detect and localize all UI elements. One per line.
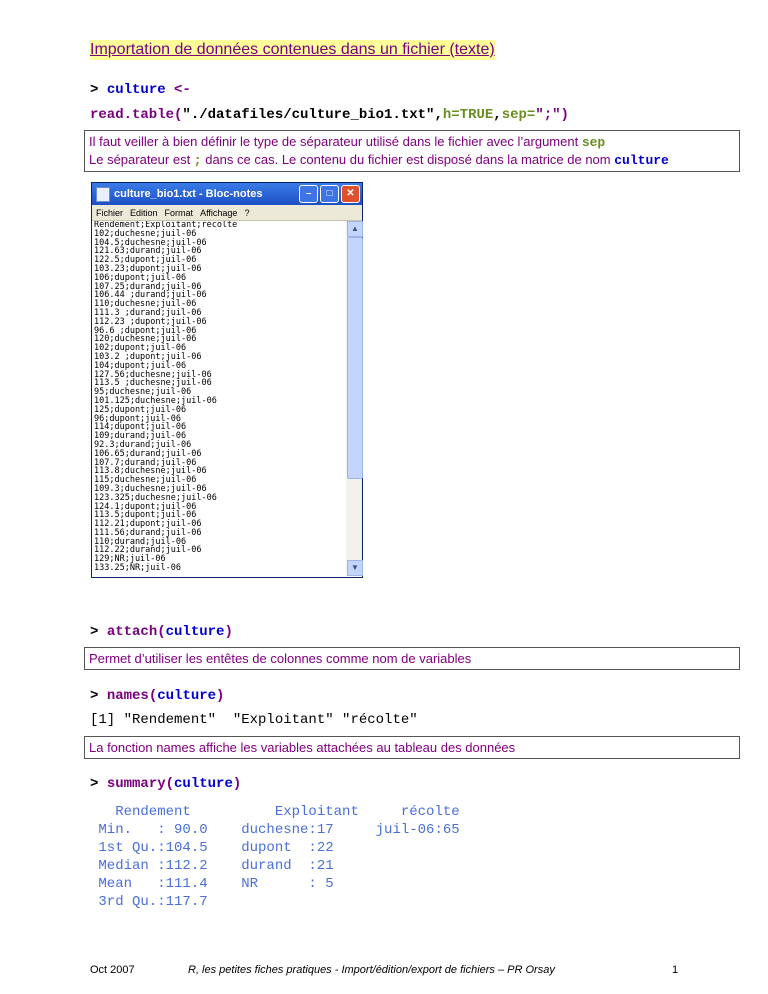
code-line-assign bbox=[90, 82, 191, 98]
notepad-line: Rendement;Exploitant;récolte bbox=[94, 221, 238, 230]
comma: , bbox=[493, 107, 502, 123]
notepad-line: 110;durand;juil-06 bbox=[94, 536, 187, 547]
arg-culture: culture bbox=[165, 624, 225, 640]
notepad-line: 122.5;dupont;juil-06 bbox=[94, 255, 197, 266]
notepad-line: 96;dupont;juil-06 bbox=[94, 413, 181, 424]
note-text: Il faut veiller à bien définir le type de séparateur utilisé dans le fichier avec l’argument bbox=[89, 134, 582, 149]
notepad-line: 109.3;duchesne;juil-06 bbox=[94, 483, 207, 494]
note-line-2 bbox=[89, 151, 735, 169]
notepad-line: 106;dupont;juil-06 bbox=[94, 272, 187, 283]
notepad-line: 104;dupont;juil-06 bbox=[94, 360, 187, 371]
scroll-thumb[interactable] bbox=[347, 237, 363, 479]
notepad-line: 133.25;NR;juil-06 bbox=[94, 563, 181, 574]
prompt: > bbox=[90, 776, 107, 792]
fn-read-table: read.table( bbox=[90, 107, 183, 123]
notepad-line: 109;durand;juil-06 bbox=[94, 431, 187, 442]
menu-help[interactable]: ? bbox=[244, 207, 250, 218]
notepad-line: 106.65;durand;juil-06 bbox=[94, 448, 202, 459]
summary-line: Mean :111.4 NR : 5 bbox=[90, 876, 334, 892]
param-header: h=TRUE bbox=[442, 107, 494, 123]
var-culture: culture bbox=[106, 82, 166, 98]
scroll-up-icon[interactable]: ▲ bbox=[347, 221, 363, 237]
menu-fichier[interactable]: Fichier bbox=[96, 207, 124, 218]
menu-edition[interactable]: Edition bbox=[130, 207, 158, 218]
code-line-summary bbox=[90, 776, 241, 792]
close-paren: ) bbox=[232, 776, 242, 792]
notepad-title: culture_bio1.txt - Bloc-notes bbox=[114, 188, 263, 200]
notepad-line: 95;duchesne;juil-06 bbox=[94, 387, 192, 398]
vertical-scrollbar[interactable] bbox=[346, 221, 362, 576]
close-button[interactable]: ✕ bbox=[341, 185, 360, 203]
notepad-line: 102;duchesne;juil-06 bbox=[94, 228, 197, 239]
notepad-line: 113.5;dupont;juil-06 bbox=[94, 510, 197, 521]
notepad-line: 111.3 ;durand;juil-06 bbox=[94, 307, 202, 318]
notepad-line: 110;duchesne;juil-06 bbox=[94, 299, 197, 310]
notepad-line: 121.63;durand;juil-06 bbox=[94, 246, 202, 257]
notepad-line: 106.44 ;durand;juil-06 bbox=[94, 290, 207, 301]
code-line-read-table bbox=[90, 107, 569, 123]
fn-names: names( bbox=[106, 688, 158, 704]
code-sep: sep bbox=[581, 135, 606, 150]
footer-date: Oct 2007 bbox=[90, 964, 135, 976]
notepad-line: 124.1;dupont;juil-06 bbox=[94, 501, 197, 512]
notepad-line: 101.125;duchesne;juil-06 bbox=[94, 395, 217, 406]
arg-culture: culture bbox=[174, 776, 233, 792]
notepad-line: 103.2 ;dupont;juil-06 bbox=[94, 351, 202, 362]
notepad-line: 112.23 ;dupont;juil-06 bbox=[94, 316, 207, 327]
notepad-line: 120;duchesne;juil-06 bbox=[94, 334, 197, 345]
summary-line: Median :112.2 durand :21 bbox=[90, 858, 334, 874]
code-line-attach bbox=[90, 624, 233, 640]
notepad-line: 112.22;durand;juil-06 bbox=[94, 545, 202, 556]
param-sep: sep= bbox=[501, 107, 536, 123]
note-text: dans ce cas. Le contenu du fichier est disposé dans la matrice de nom bbox=[201, 152, 615, 167]
close-paren: ) bbox=[560, 107, 569, 123]
notepad-line: 115;duchesne;juil-06 bbox=[94, 475, 197, 486]
notepad-line: 107.7;durand;juil-06 bbox=[94, 457, 197, 468]
summary-line: Rendement Exploitant récolte bbox=[90, 804, 460, 820]
notepad-titlebar[interactable] bbox=[92, 183, 362, 205]
notepad-line: 125;dupont;juil-06 bbox=[94, 404, 187, 415]
notepad-line: 113.8;duchesne;juil-06 bbox=[94, 466, 207, 477]
close-paren: ) bbox=[224, 624, 233, 640]
output-names: [1] "Rendement" "Exploitant" "récolte" bbox=[90, 712, 418, 728]
code-semicolon: ; bbox=[193, 153, 202, 168]
note-line-1 bbox=[89, 133, 735, 151]
notepad-window bbox=[91, 182, 363, 578]
notepad-line: 107.25;durand;juil-06 bbox=[94, 281, 202, 292]
menu-format[interactable]: Format bbox=[164, 207, 194, 218]
summary-line: 3rd Qu.:117.7 bbox=[90, 894, 208, 910]
footer-title: R, les petites fiches pratiques - Import/édition/export de fichiers – PR Orsay bbox=[188, 964, 555, 976]
prompt: > bbox=[90, 688, 107, 704]
fn-attach: attach( bbox=[106, 624, 166, 640]
menu-affichage[interactable]: Affichage bbox=[200, 207, 238, 218]
scroll-down-icon[interactable]: ▼ bbox=[347, 560, 363, 576]
minimize-button[interactable]: – bbox=[299, 185, 318, 203]
maximize-button[interactable]: □ bbox=[320, 185, 339, 203]
notepad-line: 123.325;duchesne;juil-06 bbox=[94, 492, 217, 503]
notepad-line: 111.56;durand;juil-06 bbox=[94, 527, 202, 538]
notepad-line: 127.56;duchesne;juil-06 bbox=[94, 369, 212, 380]
output-summary bbox=[90, 803, 460, 911]
notepad-line: 112.21;dupont;juil-06 bbox=[94, 519, 202, 530]
footer-page-number: 1 bbox=[672, 964, 679, 976]
notepad-line: 129;NR;juil-06 bbox=[94, 554, 166, 565]
prompt: > bbox=[90, 624, 107, 640]
notepad-icon bbox=[96, 187, 110, 202]
notepad-menubar bbox=[92, 205, 362, 221]
notepad-line: 104.5;duchesne;juil-06 bbox=[94, 237, 207, 248]
close-paren: ) bbox=[216, 688, 225, 704]
comma: , bbox=[434, 107, 443, 123]
notepad-line: 92.3;durand;juil-06 bbox=[94, 439, 192, 450]
notepad-text-area[interactable] bbox=[92, 221, 348, 576]
path-string: "./datafiles/culture_bio1.txt" bbox=[182, 107, 435, 123]
code-line-names bbox=[90, 688, 224, 704]
notepad-line: 103.23;dupont;juil-06 bbox=[94, 263, 202, 274]
sep-value: ";" bbox=[535, 107, 561, 123]
note-text: Le séparateur est bbox=[89, 152, 194, 167]
page-title: Importation de données contenues dans un fichier (texte) bbox=[90, 41, 495, 58]
notepad-line: 96.6 ;dupont;juil-06 bbox=[94, 325, 197, 336]
assign-op: <- bbox=[165, 82, 191, 98]
notepad-line: 113.5 ;duchesne;juil-06 bbox=[94, 378, 212, 389]
prompt: > bbox=[90, 82, 107, 98]
notepad-line: 114;dupont;juil-06 bbox=[94, 422, 187, 433]
arg-culture: culture bbox=[157, 688, 217, 704]
note-separator bbox=[84, 130, 740, 172]
note-names: La fonction names affiche les variables attachées au tableau des données bbox=[84, 736, 740, 759]
notepad-line: 102;dupont;juil-06 bbox=[94, 343, 187, 354]
note-attach: Permet d’utiliser les entêtes de colonnes comme nom de variables bbox=[84, 647, 740, 670]
summary-line: Min. : 90.0 duchesne:17 juil-06:65 bbox=[90, 822, 460, 838]
code-culture: culture bbox=[614, 153, 669, 168]
fn-summary: summary( bbox=[106, 776, 175, 792]
summary-line: 1st Qu.:104.5 dupont :22 bbox=[90, 840, 334, 856]
